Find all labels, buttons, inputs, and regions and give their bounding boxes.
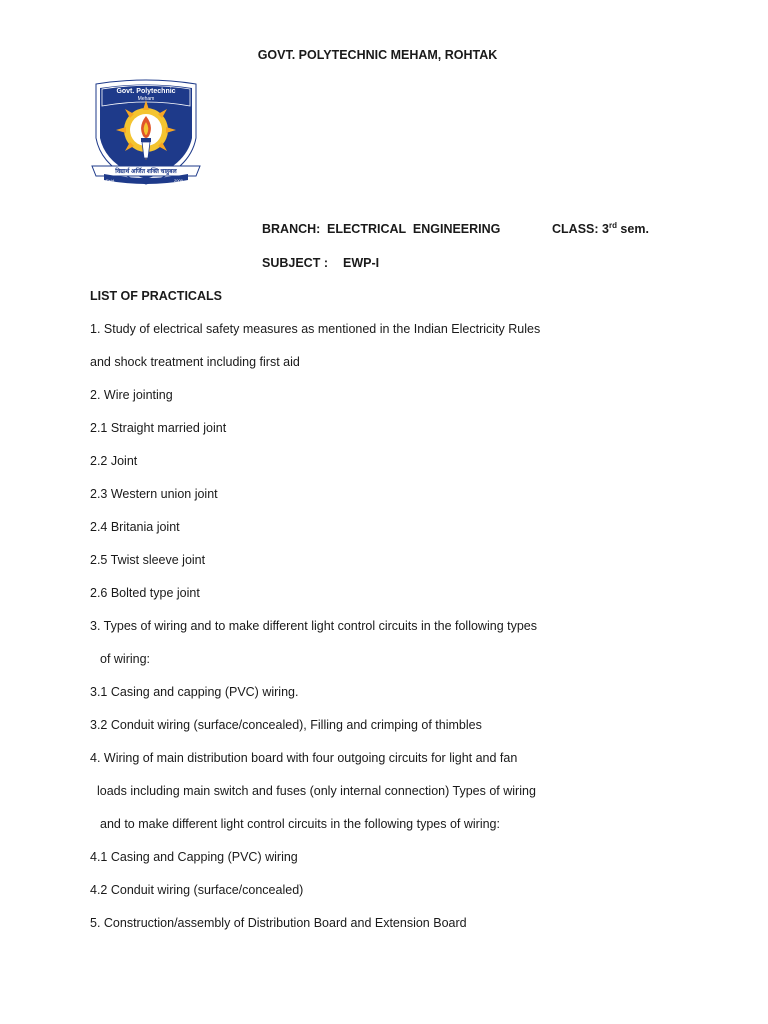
logo-year-left: Estd. — [106, 178, 116, 183]
list-heading: LIST OF PRACTICALS — [90, 289, 222, 303]
subject-value: EWP-I — [343, 256, 380, 270]
list-line: 4. Wiring of main distribution board with four outgoing circuits for light and fan — [90, 751, 518, 765]
list-line: 2.3 Western union joint — [90, 487, 218, 501]
class-sup: rd — [608, 220, 617, 230]
class-suffix: sem. — [616, 222, 649, 236]
list-line: 5. Construction/assembly of Distribution Board and Extension Board — [90, 916, 467, 930]
list-line: and shock treatment including first aid — [90, 355, 300, 369]
logo-motto: विद्यार्थ अर्जित शक्ति चाहुबल — [115, 169, 177, 175]
list-line: 3.1 Casing and capping (PVC) wiring. — [90, 685, 299, 699]
list-line: 2.6 Bolted type joint — [90, 586, 200, 600]
list-line: 2.1 Straight married joint — [90, 421, 227, 435]
list-line: 2.4 Britania joint — [90, 520, 180, 534]
branch-value: ELECTRICAL ENGINEERING — [327, 222, 501, 236]
list-line: and to make different light control circuits in the following types of wiring: — [100, 817, 500, 831]
list-line: 4.2 Conduit wiring (surface/concealed) — [90, 883, 304, 897]
branch-label: BRANCH: — [262, 222, 321, 236]
list-line: 2.2 Joint — [90, 454, 138, 468]
institution-title: GOVT. POLYTECHNIC MEHAM, ROHTAK — [257, 48, 498, 62]
logo-year-right: 2009 — [174, 178, 183, 183]
class-info — [552, 222, 649, 236]
list-line: 2. Wire jointing — [90, 388, 173, 402]
class-label: CLASS: 3 — [552, 222, 609, 236]
subject-label: SUBJECT : — [262, 256, 328, 270]
list-line: 3. Types of wiring and to make different light control circuits in the following types — [90, 619, 537, 633]
list-line: 4.1 Casing and Capping (PVC) wiring — [90, 850, 298, 864]
list-line: of wiring: — [100, 652, 151, 666]
list-line: 1. Study of electrical safety measures as mentioned in the Indian Electricity Rules — [90, 322, 541, 336]
list-line: 2.5 Twist sleeve joint — [90, 553, 206, 567]
logo-top-text: Govt. Polytechnic — [116, 88, 176, 95]
list-line: loads including main switch and fuses (only internal connection) Types of wiring — [97, 784, 536, 798]
logo-sub-text: Meham — [137, 96, 155, 102]
list-line: 3.2 Conduit wiring (surface/concealed), Filling and crimping of thimbles — [90, 718, 482, 732]
college-emblem-icon — [90, 78, 202, 190]
